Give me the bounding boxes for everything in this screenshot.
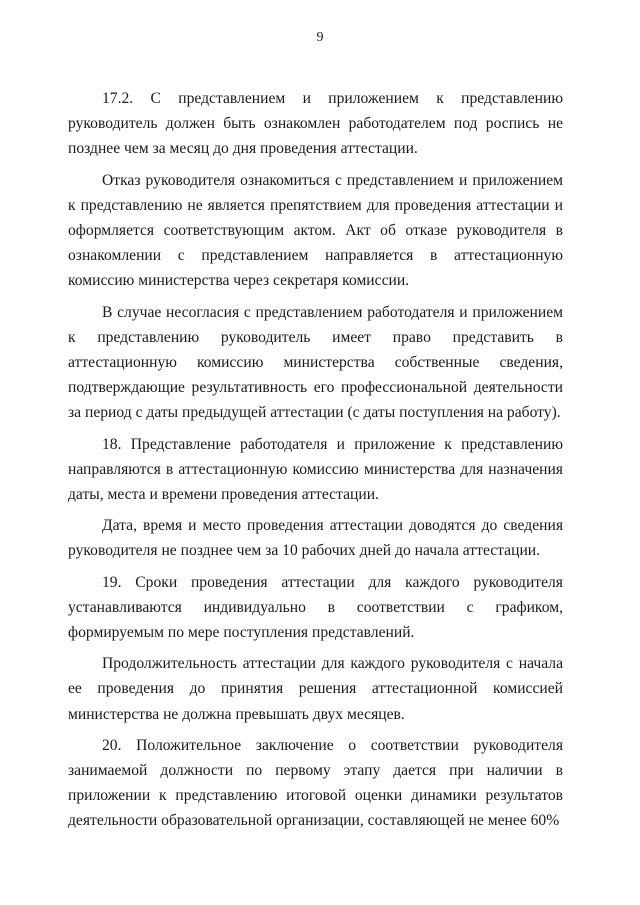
paragraph-duration: Продолжительность аттестации для каждого руководителя с начала ее проведения до принятия решения аттестационной комиссией министерства не должна превышать двух месяцев. xyxy=(68,655,563,723)
paragraph-notification-deadline: Дата, время и место проведения аттестации доводятся до сведения руководителя не позднее чем за 10 рабочих дней до начала аттестации. xyxy=(68,517,563,560)
paragraph-18: 18. Представление работодателя и приложение к представлению направляются в аттестационную комиссию министерства для назначения даты, места и времени проведения аттестации. xyxy=(68,435,563,504)
paragraph-disagreement: В случае несогласия с представлением работодателя и приложением к представлению руководитель имеет право представить в аттестационную комиссию министерства собственные сведения, подтверждающие результативность его профессиональной деятельности за период с даты предыдущей аттестации (с даты поступления на работу). xyxy=(68,303,563,422)
paragraph-20: 20. Положительное заключение о соответствии руководителя занимаемой должности по первому этапу дается при наличии в приложении к представлению итоговой оценки динамики результатов деятельности образовательной организации, составляющей не менее 60% xyxy=(68,736,563,830)
paragraph-19: 19. Сроки проведения аттестации для каждого руководителя устанавливаются индивидуально в соответствии с графиком, формируемым по мере поступления представлений. xyxy=(68,573,563,642)
page-number: 9 xyxy=(316,30,324,45)
document-body xyxy=(68,86,563,840)
paragraph-refusal-act: Отказ руководителя ознакомиться с представлением и приложением к представлению не является препятствием для проведения аттестации и оформляется соответствующим актом. Акт об отказе руководителя в ознакомлении с представлением направляется в аттестационную комиссию министерства через секретаря комиссии. xyxy=(68,171,563,290)
paragraph-17-2: 17.2. С представлением и приложением к представлению руководитель должен быть ознакомлен работодателем под роспись не позднее чем за месяц до дня проведения аттестации. xyxy=(68,90,563,158)
